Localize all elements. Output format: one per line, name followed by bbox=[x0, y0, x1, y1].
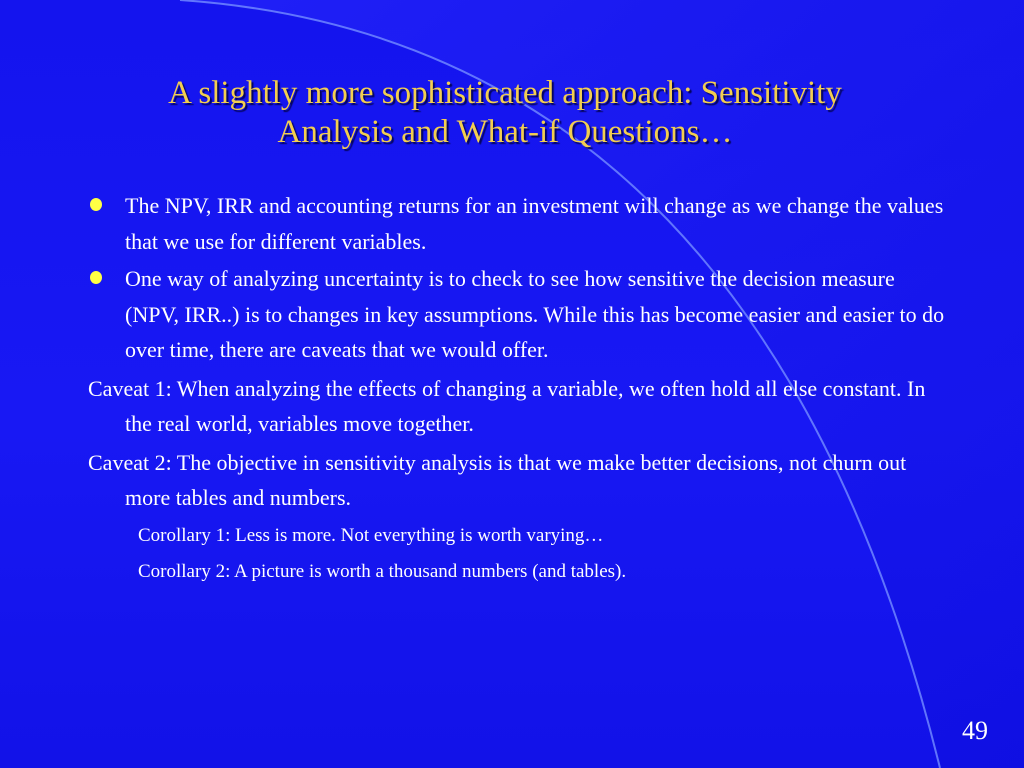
bullet-text: The NPV, IRR and accounting returns for an investment will change as we change the values that we use for different variables. bbox=[125, 193, 944, 254]
bullet-item bbox=[88, 188, 948, 259]
corollary-2: Corollary 2: A picture is worth a thousand numbers (and tables). bbox=[138, 560, 627, 582]
bullet-dot-icon bbox=[90, 198, 102, 211]
caveat-2: Caveat 2: The objective in sensitivity analysis is that we make better decisions, not churn out more tables and numbers. bbox=[88, 449, 907, 510]
slide-title-line-2: Analysis and What-if Questions… bbox=[277, 114, 733, 150]
slide-title-line-1: A slightly more sophisticated approach: Sensitivity bbox=[168, 75, 842, 111]
bullet-text: One way of analyzing uncertainty is to check to see how sensitive the decision measure (NPV, IRR..) is to changes in key assumptions. While this has become easier and easier to do over time, there are caveats that we would offer. bbox=[125, 266, 945, 362]
slide-title bbox=[60, 74, 950, 152]
slide-body bbox=[88, 188, 948, 590]
caveat-1: Caveat 1: When analyzing the effects of changing a variable, we often hold all else constant. In the real world, variables move together. bbox=[88, 375, 926, 436]
corollary-1: Corollary 1: Less is more. Not everything is worth varying… bbox=[138, 524, 604, 546]
bullet-dot-icon bbox=[90, 271, 102, 284]
bullet-item bbox=[88, 261, 948, 368]
page-number: 49 bbox=[962, 716, 988, 745]
